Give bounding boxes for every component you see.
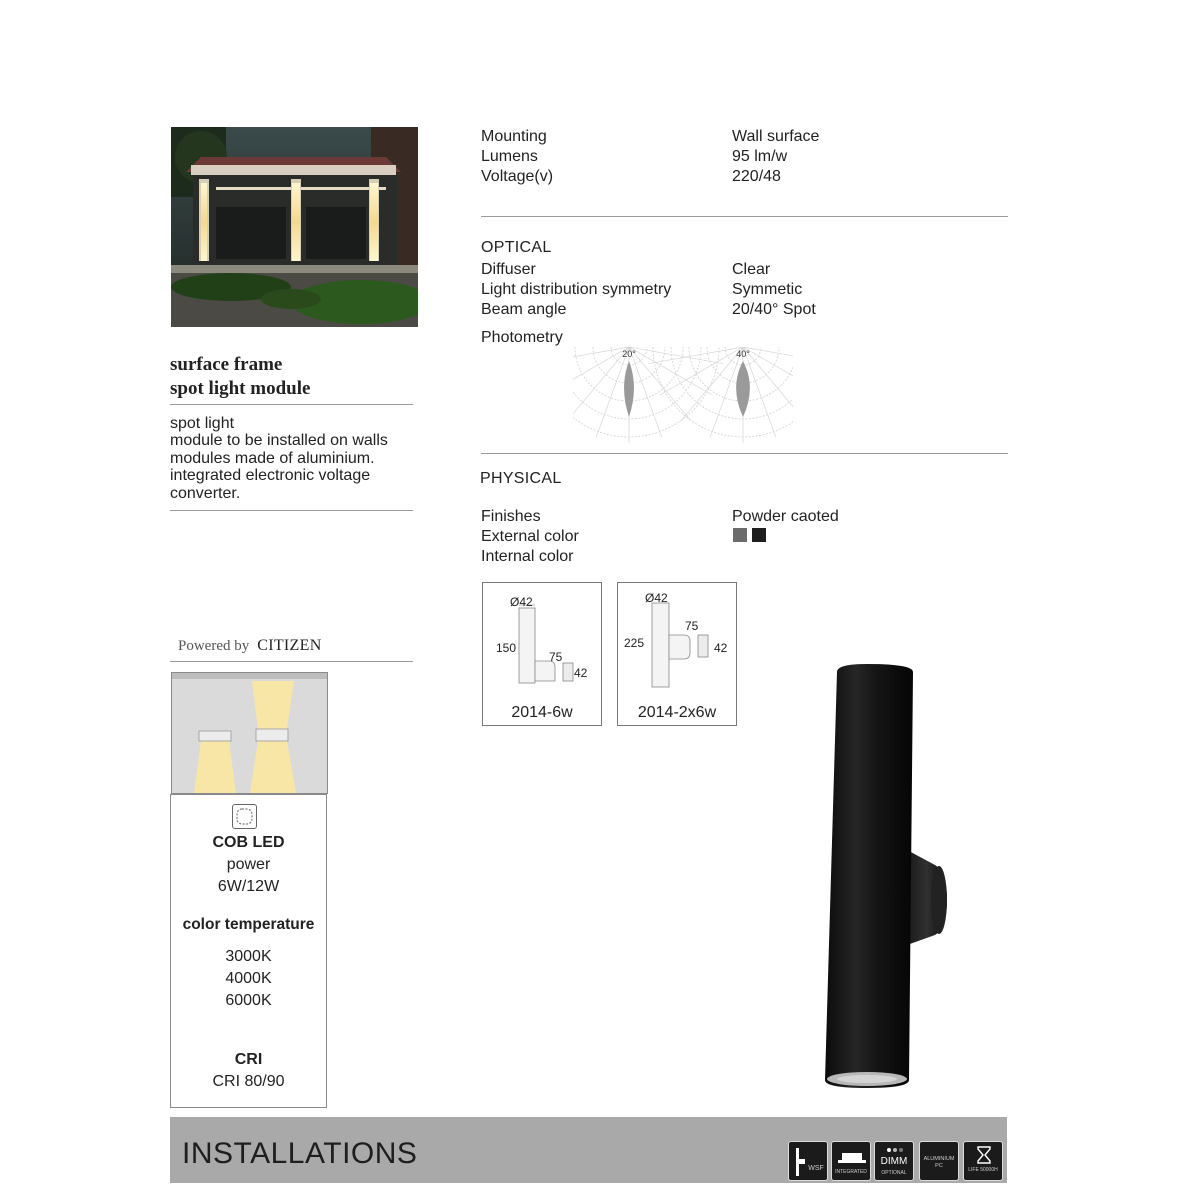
color-temperature-value: 4000K bbox=[225, 970, 272, 987]
wall-mount-icon bbox=[788, 1141, 828, 1181]
badge-wsf-text: WSF bbox=[808, 1165, 824, 1172]
dimension-model-code: 2014-2x6w bbox=[637, 704, 717, 721]
general-spec-values bbox=[732, 127, 819, 187]
photometry-angle-label: 20° bbox=[622, 349, 636, 359]
physical-heading: PHYSICAL bbox=[480, 470, 562, 487]
dimmable-icon bbox=[874, 1141, 914, 1181]
light-effect-diagram bbox=[171, 672, 328, 794]
building-facade-image bbox=[171, 127, 418, 327]
photometry-diagrams bbox=[573, 347, 793, 443]
powered-by-prefix: Powered by bbox=[178, 638, 250, 654]
badge-integrated-text: INTEGRATED bbox=[835, 1169, 867, 1175]
badge-dimm-text: DIMM bbox=[880, 1156, 908, 1167]
cri-value: CRI 80/90 bbox=[212, 1073, 285, 1090]
badge-optional-text: OPTIONAL bbox=[881, 1170, 907, 1176]
wall-light-beams-image bbox=[172, 673, 327, 793]
product-title-line1: surface frame bbox=[170, 354, 283, 375]
color-swatch-grey bbox=[733, 528, 747, 542]
color-temperature-value: 3000K bbox=[225, 948, 272, 965]
photometry-angle-label: 40° bbox=[736, 349, 750, 359]
color-temperature-value: 6000K bbox=[225, 992, 272, 1009]
photometry-chart bbox=[573, 347, 724, 443]
dim-height: 225 bbox=[624, 636, 645, 650]
spec-label-finishes: Finishes bbox=[481, 508, 541, 525]
product-title bbox=[170, 353, 310, 401]
cob-led-icon bbox=[232, 804, 257, 829]
dim-diameter: Ø42 bbox=[510, 595, 533, 609]
material-icon bbox=[919, 1141, 959, 1181]
general-spec-labels bbox=[481, 127, 553, 187]
title-divider bbox=[170, 404, 413, 405]
spec-label-beam-angle: Beam angle bbox=[481, 301, 567, 318]
powered-by-brand: CITIZEN bbox=[257, 637, 322, 654]
dimension-drawing-double bbox=[617, 582, 737, 726]
dim-height: 150 bbox=[496, 641, 517, 655]
powered-by bbox=[178, 637, 322, 655]
spec-value-symmetry: Symmetic bbox=[732, 281, 803, 298]
dimension-model-code: 2014-6w bbox=[511, 704, 573, 721]
dim-depth: 75 bbox=[549, 650, 563, 664]
spec-value-finishes: Powder caoted bbox=[732, 508, 839, 525]
photometry-lobe bbox=[736, 361, 750, 417]
badge-life-text: LIFE 50000H bbox=[968, 1167, 998, 1173]
spec-label-symmetry: Light distribution symmetry bbox=[481, 281, 672, 298]
spec-label-mounting: Mounting bbox=[481, 128, 547, 145]
powered-divider bbox=[170, 661, 413, 662]
dimension-drawing-single bbox=[482, 582, 602, 726]
installation-photo bbox=[171, 127, 418, 327]
power-label: power bbox=[226, 856, 271, 873]
optical-spec-labels bbox=[481, 260, 671, 320]
spec-label-voltage: Voltage(v) bbox=[481, 168, 554, 185]
photometry-lobe bbox=[624, 361, 634, 417]
dim-side: 42 bbox=[574, 666, 588, 680]
optical-heading: OPTICAL bbox=[481, 239, 552, 256]
optical-divider bbox=[481, 453, 1008, 454]
spot-light-cylinder-render bbox=[815, 660, 955, 1095]
spec-label-lumens: Lumens bbox=[481, 148, 538, 165]
badge-material-text: ALUMINIUM PC bbox=[923, 1156, 955, 1169]
color-temperature-label: color temperature bbox=[182, 916, 315, 933]
optical-spec-values bbox=[732, 260, 816, 320]
integrated-driver-icon bbox=[831, 1141, 871, 1181]
lifetime-hourglass-icon bbox=[963, 1141, 1003, 1181]
installations-bar bbox=[170, 1117, 1007, 1183]
dim-diameter: Ø42 bbox=[645, 591, 668, 605]
spec-label-diffuser: Diffuser bbox=[481, 261, 536, 278]
spec-label-external-color: External color bbox=[481, 528, 579, 545]
photometry-chart bbox=[648, 347, 793, 443]
dim-depth: 75 bbox=[685, 619, 699, 633]
spec-value-mounting: Wall surface bbox=[732, 128, 820, 145]
spec-label-internal-color: Internal color bbox=[481, 548, 574, 565]
led-type: COB LED bbox=[212, 834, 285, 851]
installations-heading: INSTALLATIONS bbox=[182, 1137, 418, 1170]
cri-label: CRI bbox=[234, 1051, 263, 1068]
spec-value-diffuser: Clear bbox=[732, 261, 771, 278]
led-spec-panel bbox=[170, 794, 327, 1108]
color-swatch-black bbox=[752, 528, 766, 542]
spec-value-lumens: 95 lm/w bbox=[732, 148, 788, 165]
product-fixture-image bbox=[815, 660, 955, 1095]
physical-spec-labels bbox=[481, 507, 579, 567]
photometry-polar-charts bbox=[573, 347, 793, 443]
product-description: spot light module to be installed on walls modules made of aluminium. integrated electronic voltage converter. bbox=[170, 415, 388, 502]
physical-spec-values bbox=[732, 507, 839, 527]
spec-value-voltage: 220/48 bbox=[732, 168, 781, 185]
photometry-label: Photometry bbox=[481, 329, 563, 346]
product-title-line2: spot light module bbox=[170, 378, 311, 399]
description-divider bbox=[170, 510, 413, 511]
spec-value-beam-angle: 20/40° Spot bbox=[732, 301, 816, 318]
power-value: 6W/12W bbox=[217, 878, 280, 895]
dim-side: 42 bbox=[714, 641, 728, 655]
general-divider bbox=[481, 216, 1008, 217]
